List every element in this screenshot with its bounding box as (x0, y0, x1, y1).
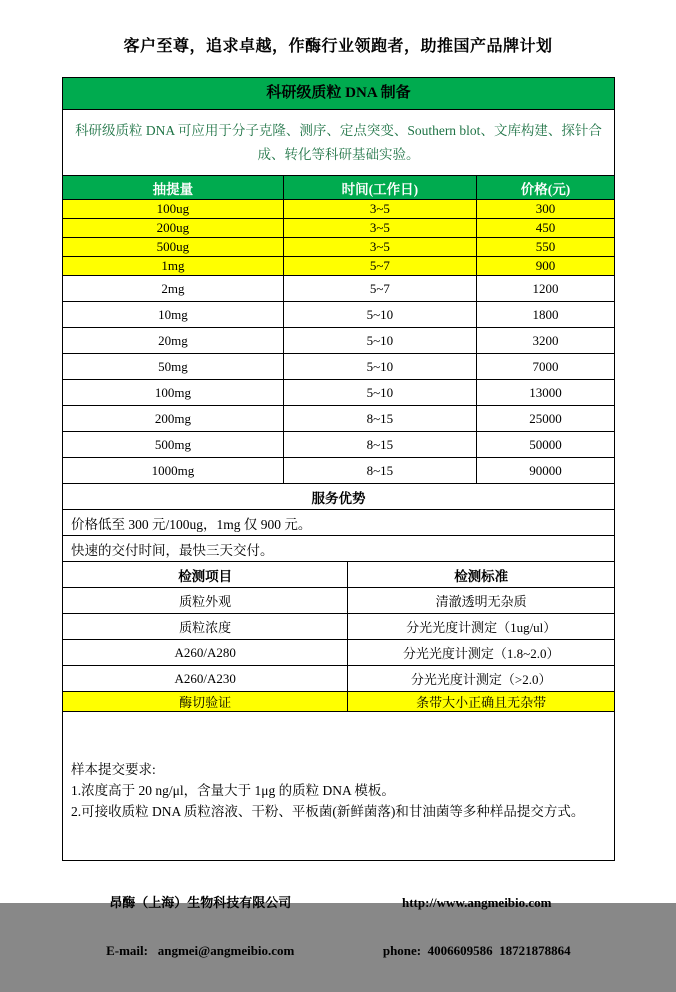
price-table (62, 175, 615, 562)
qc-cell-item: 质粒浓度 (63, 614, 348, 640)
qc-cell-standard: 分光光度计测定（>2.0） (348, 666, 615, 692)
price-cell-amount: 2mg (63, 276, 284, 302)
price-cell-amount: 200mg (63, 406, 284, 432)
price-cell-price: 25000 (476, 406, 614, 432)
qc-table-row (63, 666, 615, 692)
qc-cell-item: 质粒外观 (63, 588, 348, 614)
price-table-body (63, 200, 615, 562)
document-body (62, 78, 615, 861)
price-cell-time: 3~5 (283, 200, 476, 219)
price-cell-time: 8~15 (283, 432, 476, 458)
price-cell-amount: 200ug (63, 219, 284, 238)
price-header-price: 价格(元) (476, 176, 614, 200)
price-cell-amount: 1000mg (63, 458, 284, 484)
price-cell-time: 3~5 (283, 219, 476, 238)
price-table-row (63, 432, 615, 458)
qc-table-row (63, 588, 615, 614)
qc-cell-standard: 清澈透明无杂质 (348, 588, 615, 614)
qc-table (62, 561, 615, 712)
price-cell-time: 5~10 (283, 302, 476, 328)
price-cell-price: 7000 (476, 354, 614, 380)
qc-table-header-row (63, 562, 615, 588)
price-header-amount: 抽提量 (63, 176, 284, 200)
price-cell-price: 450 (476, 219, 614, 238)
service-advantage-text: 快速的交付时间，最快三天交付。 (63, 536, 615, 562)
service-advantage-row (63, 536, 615, 562)
price-cell-amount: 500mg (63, 432, 284, 458)
price-cell-time: 5~10 (283, 328, 476, 354)
price-table-row (63, 302, 615, 328)
sample-requirements-title: 样本提交要求: (71, 762, 156, 778)
footer-left-column (62, 862, 339, 992)
price-table-header-row (63, 176, 615, 200)
price-cell-amount: 1mg (63, 257, 284, 276)
qc-header-standard: 检测标准 (348, 562, 615, 588)
service-advantages-title-row (63, 484, 615, 510)
price-cell-price: 1800 (476, 302, 614, 328)
qc-cell-standard: 分光光度计测定（1ug/ul） (348, 614, 615, 640)
footer-website: http://www.angmeibio.com (402, 894, 552, 910)
qc-table-body (63, 588, 615, 712)
price-cell-amount: 10mg (63, 302, 284, 328)
section-title-bar: 科研级质粒 DNA 制备 (62, 77, 615, 110)
price-cell-time: 5~7 (283, 276, 476, 302)
price-cell-amount: 100ug (63, 200, 284, 219)
price-cell-time: 5~7 (283, 257, 476, 276)
service-advantages-title: 服务优势 (63, 484, 615, 510)
price-table-row (63, 219, 615, 238)
qc-table-row (63, 692, 615, 712)
price-table-row (63, 354, 615, 380)
qc-header-item: 检测项目 (63, 562, 348, 588)
price-cell-time: 5~10 (283, 354, 476, 380)
price-table-row (63, 380, 615, 406)
page-footer (62, 862, 615, 992)
service-advantage-row (63, 510, 615, 536)
price-table-row (63, 238, 615, 257)
price-cell-price: 90000 (476, 458, 614, 484)
price-cell-time: 3~5 (283, 238, 476, 257)
price-cell-amount: 500ug (63, 238, 284, 257)
qc-cell-standard: 分光光度计测定（1.8~2.0） (348, 640, 615, 666)
price-header-time: 时间(工作日) (283, 176, 476, 200)
price-cell-amount: 50mg (63, 354, 284, 380)
price-cell-amount: 100mg (63, 380, 284, 406)
footer-email: E-mail: angmei@angmeibio.com (106, 943, 295, 959)
sample-requirement-item: 1.浓度高于 20 ng/μl，含量大于 1μg 的质粒 DNA 模板。 (71, 783, 395, 799)
price-cell-price: 300 (476, 200, 614, 219)
qc-table-row (63, 614, 615, 640)
price-cell-time: 8~15 (283, 458, 476, 484)
price-cell-time: 8~15 (283, 406, 476, 432)
qc-cell-standard: 条带大小正确且无杂带 (348, 692, 615, 712)
sample-requirement-item: 2.可接收质粒 DNA 质粒溶液、干粉、平板菌(新鲜菌落)和甘油菌等多种样品提交方式。 (71, 804, 585, 820)
service-advantage-text: 价格低至 300 元/100ug，1mg 仅 900 元。 (63, 510, 615, 536)
price-table-row (63, 257, 615, 276)
qc-cell-item: A260/A230 (63, 666, 348, 692)
product-description: 科研级质粒 DNA 可应用于分子克隆、测序、定点突变、Southern blot、文库构建、探针合成、转化等科研基础实验。 (62, 109, 615, 176)
qc-cell-item: 酶切验证 (63, 692, 348, 712)
price-cell-price: 550 (476, 238, 614, 257)
qc-table-row (63, 640, 615, 666)
header-slogan: 客户至尊，追求卓越，作酶行业领跑者，助推国产品牌计划 (123, 38, 553, 55)
sample-requirements (62, 711, 615, 861)
price-table-row (63, 200, 615, 219)
price-cell-amount: 20mg (63, 328, 284, 354)
price-cell-price: 3200 (476, 328, 614, 354)
footer-right-column (339, 862, 616, 992)
footer-company-name: 昂酶（上海）生物科技有限公司 (109, 894, 292, 910)
price-cell-price: 1200 (476, 276, 614, 302)
price-cell-price: 50000 (476, 432, 614, 458)
price-cell-price: 13000 (476, 380, 614, 406)
price-table-row (63, 406, 615, 432)
price-table-row (63, 328, 615, 354)
price-table-row (63, 458, 615, 484)
qc-cell-item: A260/A280 (63, 640, 348, 666)
footer-phone: phone: 4006609586 18721878864 (382, 943, 571, 959)
price-cell-price: 900 (476, 257, 614, 276)
price-cell-time: 5~10 (283, 380, 476, 406)
price-table-row (63, 276, 615, 302)
